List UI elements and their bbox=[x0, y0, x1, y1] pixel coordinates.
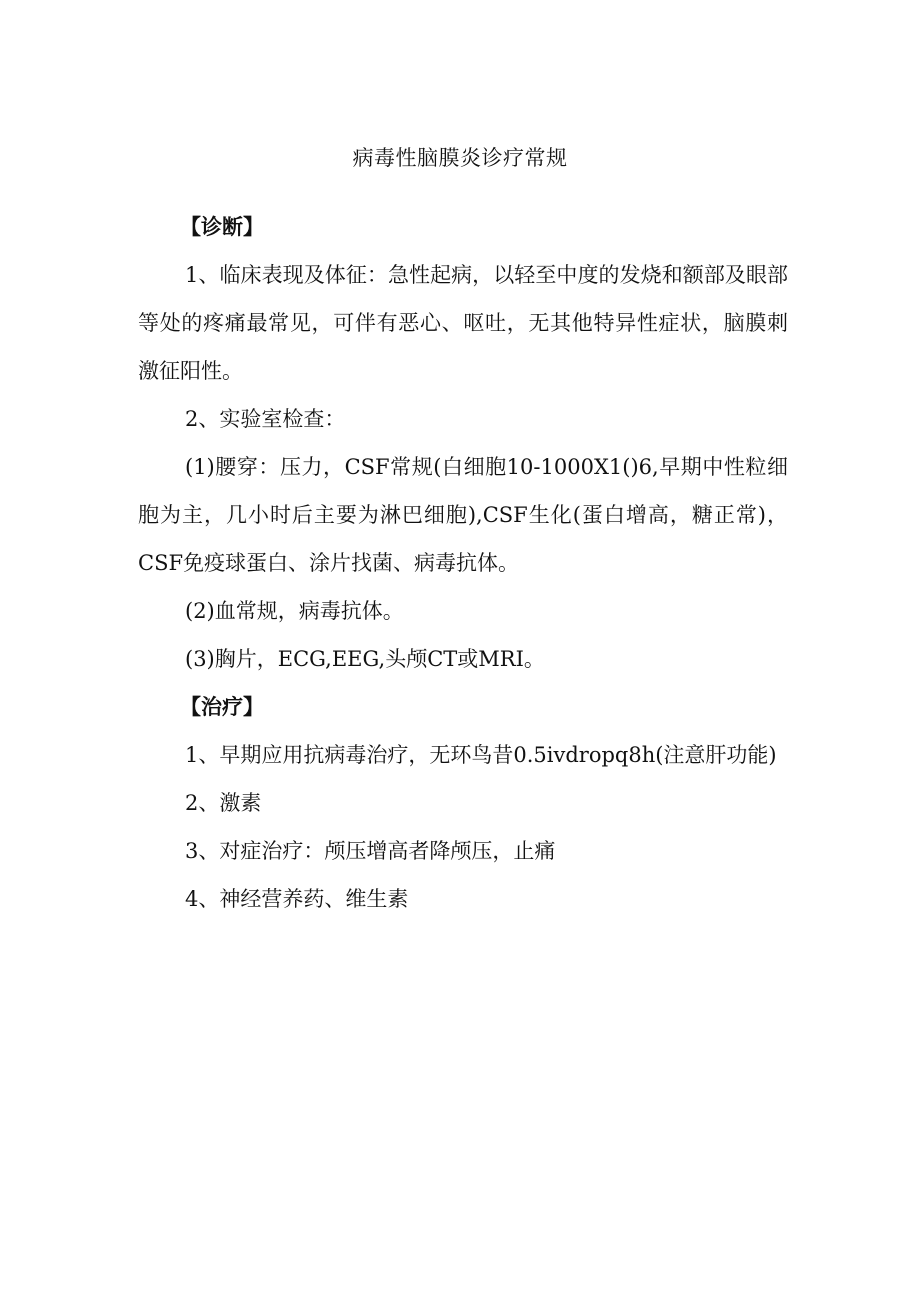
treatment-heading: 【治疗】 bbox=[180, 694, 264, 719]
treatment-item-3: 3、对症治疗：颅压增高者降颅压，止痛 bbox=[185, 839, 556, 863]
lab-item-2: (2)血常规，病毒抗体。 bbox=[185, 599, 404, 623]
diagnosis-heading: 【诊断】 bbox=[180, 214, 264, 239]
document-body bbox=[138, 203, 788, 923]
treatment-item-2: 2、激素 bbox=[185, 791, 262, 815]
lab-item-1: (1)腰穿：压力，CSF常规(白细胞10-1000X1()6,早期中性粒细胞为主，几小时后主要为淋巴细胞),CSF生化(蛋白增高，糖正常)，CSF免疫球蛋白、涂片找菌、病毒抗体。 bbox=[138, 455, 788, 575]
treatment-item-4: 4、神经营养药、维生素 bbox=[185, 887, 409, 911]
lab-item-3: (3)胸片，ECG,EEG,头颅CT或MRI。 bbox=[185, 647, 545, 671]
document-title: 病毒性脑膜炎诊疗常规 bbox=[352, 146, 568, 170]
treatment-item-1: 1、早期应用抗病毒治疗，无环鸟昔0.5ivdropq8h(注意肝功能) bbox=[185, 743, 777, 767]
diagnosis-item-2: 2、实验室检查： bbox=[185, 407, 346, 431]
diagnosis-item-1: 1、临床表现及体征：急性起病，以轻至中度的发烧和额部及眼部等处的疼痛最常见，可伴有恶心、呕吐，无其他特异性症状，脑膜刺激征阳性。 bbox=[138, 263, 788, 383]
